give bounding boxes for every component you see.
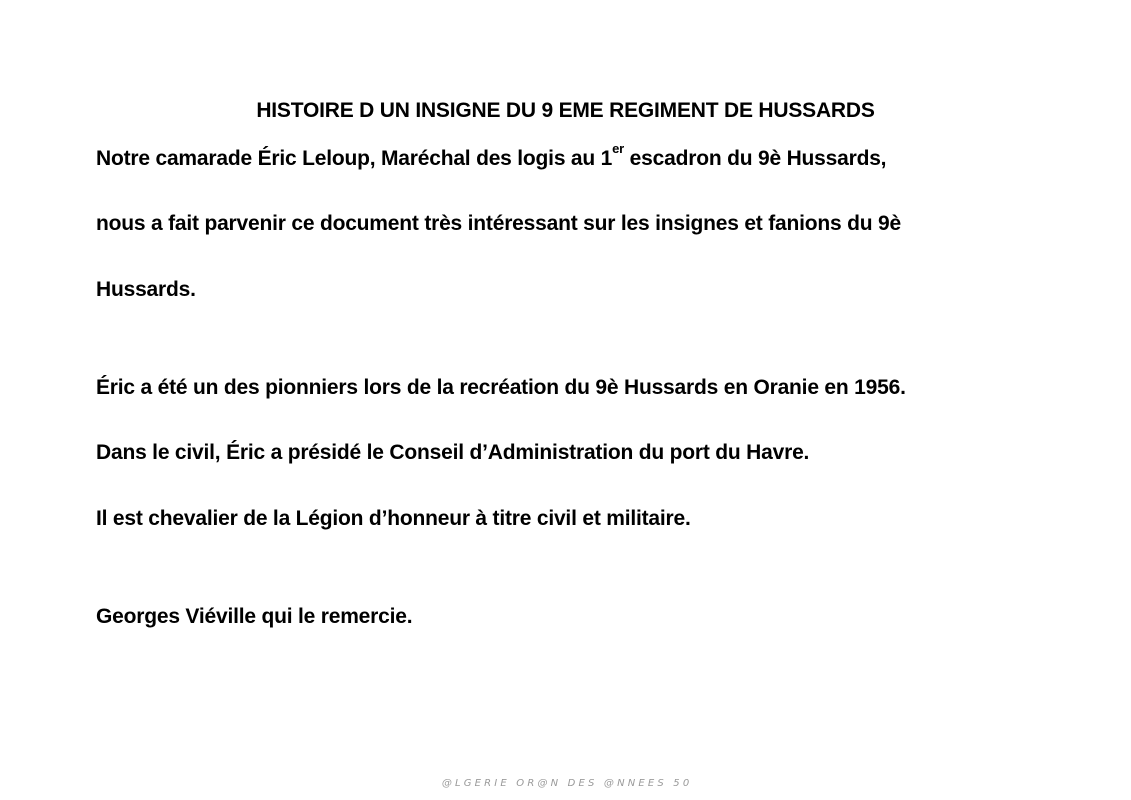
page-footer: @ L G E R I E O R @ N D E S @ N N E E S 5 0 (441, 778, 690, 789)
paragraph-2-line-1: Éric a été un des pionniers lors de la recréation du 9è Hussards en Oranie en 1956. (96, 376, 906, 399)
paragraph-1-line-2: nous a fait parvenir ce document très intéressant sur les insignes et fanions du 9è (96, 212, 901, 235)
paragraph-1-line-3: Hussards. (96, 278, 196, 301)
superscript-er: er (612, 141, 625, 156)
paragraph-1-line-1-start: Notre camarade Éric Leloup, Maréchal des logis au 1 (96, 147, 613, 170)
paragraph-1-line-1 (96, 141, 887, 171)
paragraph-1-line-1-end: escadron du 9è Hussards, (624, 147, 887, 170)
signature-line: Georges Viéville qui le remercie. (96, 605, 413, 628)
paragraph-2-line-2: Dans le civil, Éric a présidé le Conseil d’Administration du port du Havre. (96, 441, 810, 464)
paragraph-2-line-3: Il est chevalier de la Légion d’honneur à titre civil et militaire. (96, 507, 691, 530)
document-title: HISTOIRE D UN INSIGNE DU 9 EME REGIMENT DE HUSSARDS (256, 99, 875, 122)
